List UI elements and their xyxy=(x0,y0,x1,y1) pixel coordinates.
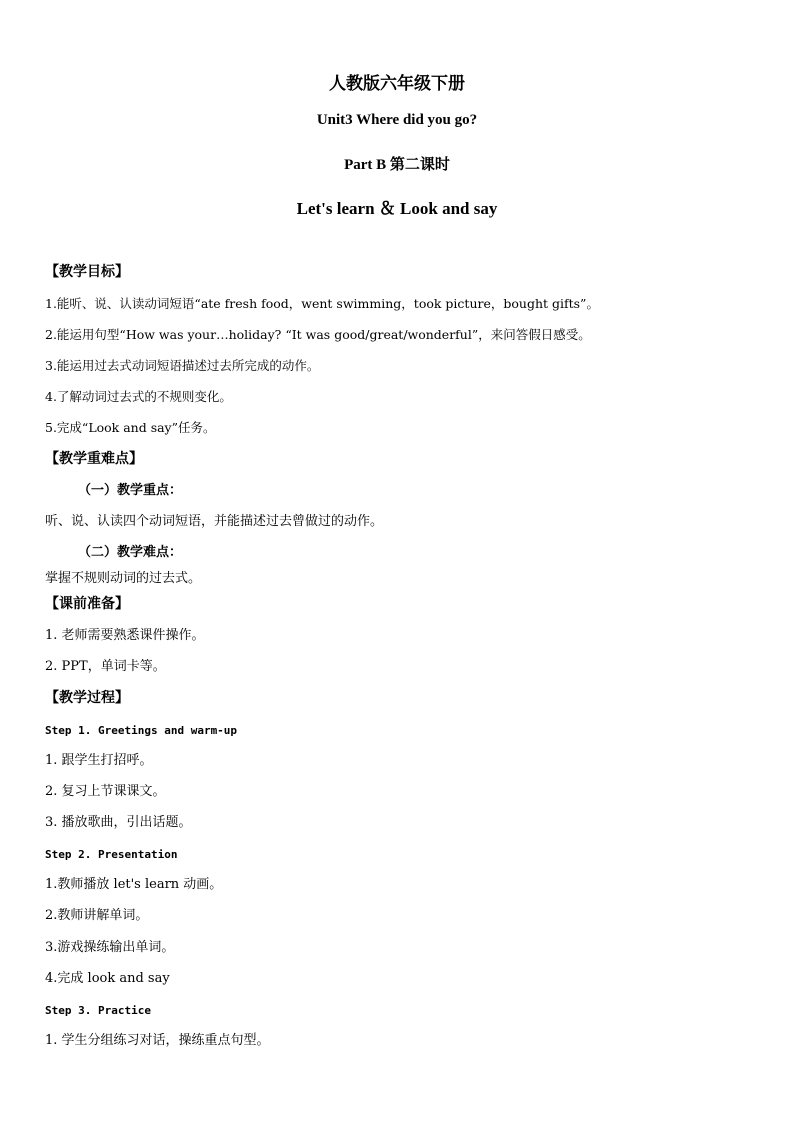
step2-item: 2.教师讲解单词。 xyxy=(45,908,149,923)
difficulty-text: 掌握不规则动词的过去式。 xyxy=(45,571,202,586)
focus-text: 听、说、认读四个动词短语，并能描述过去曾做过的动作。 xyxy=(45,514,384,529)
unit-title: Unit3 Where did you go? xyxy=(316,112,478,128)
step1-item: 1. 跟学生打招呼。 xyxy=(45,753,153,768)
step1-title: Step 1. Greetings and warm-up xyxy=(45,724,238,737)
document-title: 人教版六年级下册 xyxy=(329,74,465,94)
focus-title: （一）教学重点： xyxy=(78,483,183,498)
step2-item: 3.游戏操练输出单词。 xyxy=(45,940,175,955)
key-points-heading: 【教学重难点】 xyxy=(45,451,143,467)
objective-item: 3.能运用过去式动词短语描述过去所完成的动作。 xyxy=(45,358,320,373)
step3-title: Step 3. Practice xyxy=(45,1004,151,1017)
objective-item: 4.了解动词过去式的不规则变化。 xyxy=(45,389,232,404)
objective-item: 1.能听、说、认读动词短语“ate fresh food，went swimming，took picture，bought gifts”。 xyxy=(45,296,599,311)
step1-item: 3. 播放歌曲，引出话题。 xyxy=(45,815,192,830)
preparation-item: 2. PPT，单词卡等。 xyxy=(45,659,166,674)
step3-item: 1. 学生分组练习对话，操练重点句型。 xyxy=(45,1033,270,1048)
preparation-heading: 【课前准备】 xyxy=(45,596,129,612)
part-title: Part B 第二课时 xyxy=(344,157,450,173)
step2-item: 4.完成 look and say xyxy=(45,971,170,986)
step2-title: Step 2. Presentation xyxy=(45,848,178,861)
step2-item: 1.教师播放 let's learn 动画。 xyxy=(45,877,223,892)
preparation-item: 1. 老师需要熟悉课件操作。 xyxy=(45,628,205,643)
objectives-heading: 【教学目标】 xyxy=(45,264,129,280)
difficulty-title: （二）教学难点： xyxy=(78,545,183,560)
step1-item: 2. 复习上节课课文。 xyxy=(45,784,166,799)
lesson-title: Let's learn ＆ Look and say xyxy=(296,199,498,218)
objective-item: 5.完成“Look and say”任务。 xyxy=(45,420,216,435)
objective-item: 2.能运用句型“How was your…holiday? “It was good/great/wonderful”，来问答假日感受。 xyxy=(45,327,591,342)
process-heading: 【教学过程】 xyxy=(45,690,129,706)
